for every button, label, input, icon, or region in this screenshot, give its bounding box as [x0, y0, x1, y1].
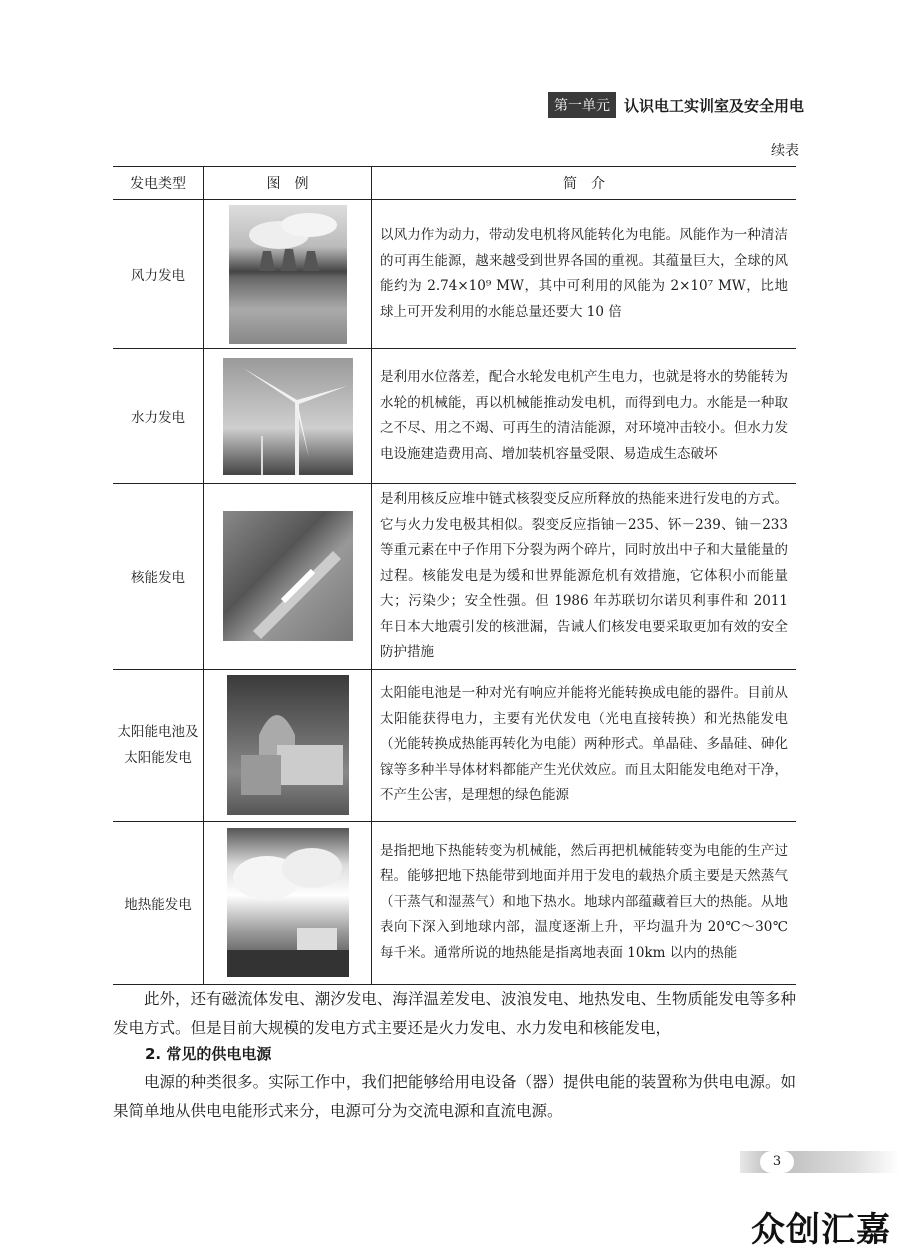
nuclear-plant-photo: [227, 675, 349, 815]
unit-label: 第一单元: [548, 92, 616, 118]
table-row: [113, 821, 796, 984]
row-type: 地热能发电: [113, 821, 204, 984]
row-type: 水力发电: [113, 349, 204, 484]
table-continued-label: 续表: [771, 143, 799, 159]
section-heading: 2. 常见的供电电源: [145, 1045, 272, 1063]
dam-graphic: [223, 511, 353, 641]
cooling-tower-graphic: [229, 205, 347, 344]
row-type: 风力发电: [113, 200, 204, 349]
geothermal-graphic: [227, 828, 349, 977]
col-header-type: 发电类型: [113, 167, 204, 200]
row-type: 太阳能电池及太阳能发电: [113, 669, 204, 821]
wind-turbine-photo: [223, 358, 353, 475]
col-header-image: 图 例: [204, 167, 372, 200]
col-header-desc: 简 介: [372, 167, 797, 200]
unit-title: 认识电工实训室及安全用电: [623, 96, 804, 115]
table-header-row: [113, 167, 796, 200]
wind-turbine-graphic: [223, 358, 353, 475]
row-desc: 以风力作为动力，带动发电机将风能转化为电能。风能作为一种清洁的可再生能源，越来越受到世界各国的重视。其蕴量巨大，全球的风能约为 2.74×10⁹ MW，其中可利用的风能为 2×10⁷ MW，比地球上可开发利用的水能总量还要大 10 倍: [372, 200, 797, 349]
watermark: 众创汇嘉: [751, 1210, 891, 1250]
row-desc: 是利用核反应堆中链式核裂变反应所释放的热能来进行发电的方式。它与火力发电极其相似。裂变反应指铀－235、钚－239、铀－233 等重元素在中子作用下分裂为两个碎片，同时放出中子和大量能量的过程。核能发电是为缓和世界能源危机有效措施，它体积小而能量大；污染少；安全性强。但 1986 年苏联切尔诺贝利事件和 2011 年日本大地震引发的核泄漏，告诫人们核发电要采取更加有效的安全防护措施: [372, 484, 797, 670]
table-row: [113, 669, 796, 821]
table-row: [113, 200, 796, 349]
row-type: 核能发电: [113, 484, 204, 670]
table-row: [113, 349, 796, 484]
row-desc: 是指把地下热能转变为机械能，然后再把机械能转变为电能的生产过程。能够把地下热能带到地面并用于发电的载热介质主要是天然蒸气（干蒸气和湿蒸气）和地下热水。地球内部蕴藏着巨大的热能。从地表向下深入到地球内部，温度逐渐上升，平均温升为 20℃～30℃ 每千米。通常所说的地热能是指离地表面 10km 以内的热能: [372, 821, 797, 984]
row-desc: 是利用水位落差，配合水轮发电机产生电力，也就是将水的势能转为水轮的机械能，再以机械能推动发电机，而得到电力。水能是一种取之不尽、用之不竭、可再生的清洁能源，对环境冲击较小。但水力发电设施建造费用高、增加装机容量受限、易造成生态破坏: [372, 349, 797, 484]
geothermal-plant-photo: [227, 828, 349, 977]
running-header: [548, 92, 804, 118]
page-number: 3: [760, 1151, 794, 1173]
power-plant-photo: [229, 205, 347, 344]
table-row: [113, 484, 796, 670]
paragraph: 电源的种类很多。实际工作中，我们把能够给用电设备（器）提供电能的装置称为供电电源。如果简单地从供电电能形式来分，电源可分为交流电源和直流电源。: [113, 1073, 796, 1120]
paragraph: 此外，还有磁流体发电、潮汐发电、海洋温差发电、波浪发电、地热发电、生物质能发电等多种发电方式。但是目前大规模的发电方式主要还是火力发电、水力发电和核能发电，: [113, 990, 796, 1037]
power-generation-table: [113, 166, 796, 985]
hydro-dam-photo: [223, 511, 353, 641]
row-desc: 太阳能电池是一种对光有响应并能将光能转换成电能的器件。目前从太阳能获得电力，主要有光伏发电（光电直接转换）和光热能发电（光能转换成热能再转化为电能）两种形式。单晶硅、多晶硅、砷化镓等多种半导体材料都能产生光伏效应。而且太阳能发电绝对干净，不产生公害，是理想的绿色能源: [372, 669, 797, 821]
reactor-graphic: [227, 675, 349, 815]
